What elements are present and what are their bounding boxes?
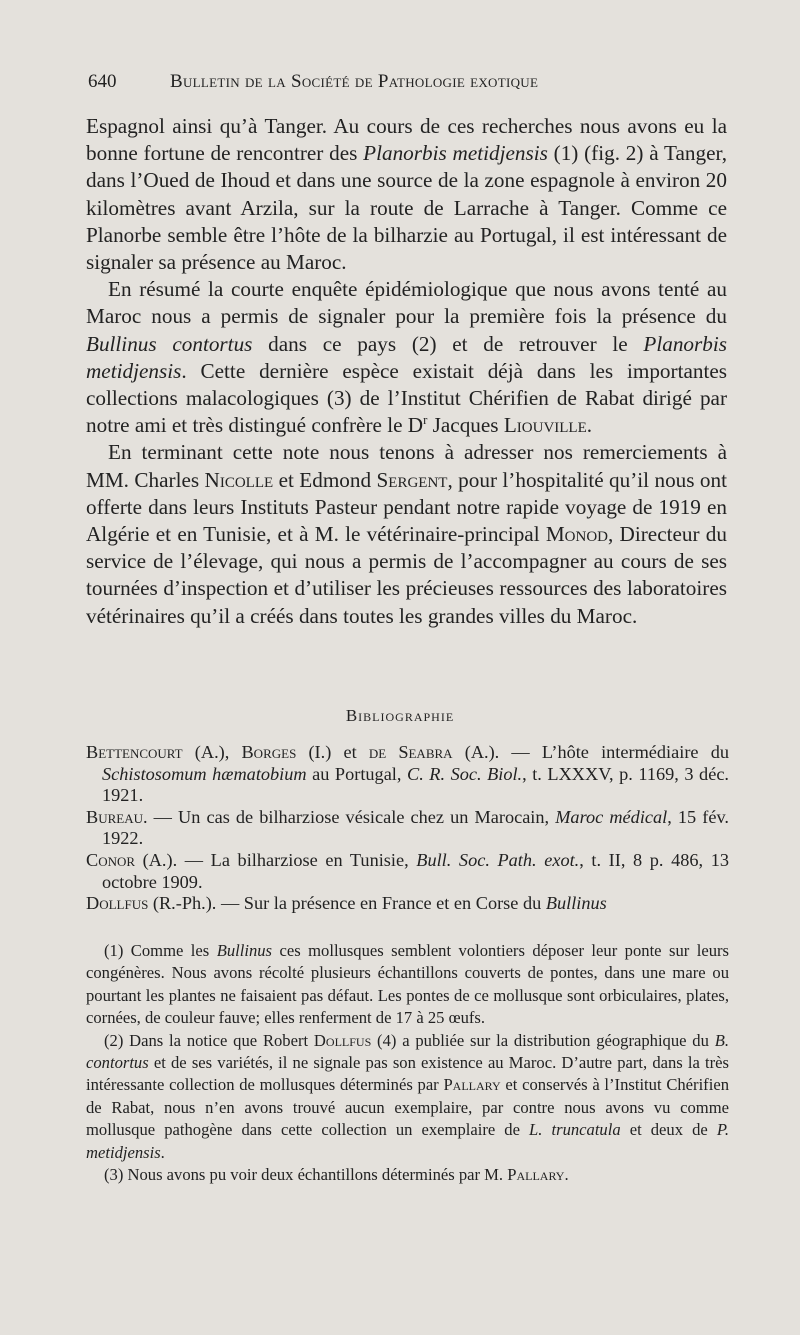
author-name: Bureau: [86, 806, 143, 827]
footnote-1: [86, 940, 729, 1030]
text-run: En résumé la courte enquête épidémiologique que nous avons tenté au Maroc nous a permis de signaler pour la première fois la présence du: [86, 277, 727, 329]
person-name: Dollfus: [313, 1030, 372, 1050]
footnote-3: [86, 1164, 729, 1186]
text-run: En terminant cette note nous tenons à adresser nos remerciements à MM. Charles: [86, 440, 727, 492]
bibliography-heading: Bibliographie: [345, 706, 455, 725]
text-run: . Cette dernière espèce existait déjà dans les importantes collections malacologiques (3) de l’Institut Chérifien de Rabat dirigé par notre ami et très distingué confrère le D: [86, 358, 727, 438]
running-title: Bulletin de la Société de Pathologie exotique: [170, 71, 539, 92]
text-run: (3) Nous avons pu voir deux échantillons déterminés par M.: [104, 1165, 508, 1185]
species-name: Bullinus: [545, 893, 607, 914]
footnotes: [86, 940, 729, 1186]
paragraph-3: [86, 439, 727, 629]
person-name: Pallary: [443, 1075, 501, 1095]
bibliography-entry: [86, 850, 729, 893]
text-run: .: [586, 413, 593, 438]
author-name: Conor: [86, 849, 136, 870]
footnote-2: [86, 1030, 729, 1164]
text-run: .: [564, 1165, 569, 1185]
text-run: , 15 fév. 1922.: [102, 806, 730, 849]
text-run: , pour l’hospitalité qu’il nous ont offerte dans leurs Instituts Pasteur pendant notre rapide voyage de 1919 en Algérie et en Tunisie, et à M. le vétérinaire-principal: [86, 467, 727, 547]
text-run: Jacques: [427, 413, 504, 438]
bibliography-entry: [86, 893, 729, 915]
text-run: Espagnol ainsi qu’à Tanger. Au cours de ces recherches nous avons eu la bonne fortune de rencontrer des: [86, 114, 727, 166]
bibliography-entry: [86, 807, 729, 850]
text-run: (2) Dans la notice que Robert: [104, 1030, 314, 1050]
person-name: Pallary: [507, 1165, 565, 1185]
author-name: Bettencourt: [86, 742, 183, 762]
species-name: Planorbis metidjensis: [86, 331, 727, 383]
text-run: et deux de: [620, 1120, 717, 1140]
species-name: L. truncatula: [529, 1120, 621, 1140]
superscript: r: [423, 413, 428, 428]
author-name: de Seabra: [368, 742, 453, 762]
journal-name: Maroc médical: [555, 806, 668, 827]
text-run: au Portugal,: [306, 763, 407, 784]
species-name: P. metidjensis: [86, 1120, 729, 1162]
paragraph-2: [86, 276, 727, 439]
text-run: , Directeur du service de l’élevage, qui nous a permis de l’accompagner au cours de ses tournées d’inspection et d’utiliser les précieuses ressources des laboratoires vétérinaires qu’il a créés dans toutes les grandes villes du Maroc.: [86, 522, 727, 628]
main-text: [86, 113, 727, 630]
text-run: .: [160, 1142, 165, 1162]
journal-name: Bull. Soc. Path. exot.: [416, 849, 580, 870]
text-run: (I.) et: [296, 742, 369, 762]
person-name: Monod: [545, 522, 609, 547]
page-number: 640: [88, 71, 117, 92]
species-name: Schistosomum hæmatobium: [102, 763, 307, 784]
text-run: dans ce pays (2) et de retrouver le: [252, 331, 644, 356]
text-run: (A.). — La bilharziose en Tunisie,: [135, 849, 417, 870]
text-run: (4) a publiée sur la distribution géographique du: [371, 1030, 715, 1050]
species-name: Bullinus: [216, 941, 273, 960]
running-header: [88, 70, 728, 94]
journal-name: C. R. Soc. Biol.: [407, 763, 523, 784]
person-name: Sergent: [376, 467, 448, 492]
species-name: Planorbis metidjensis: [363, 141, 548, 166]
person-name: Liouville: [503, 413, 587, 438]
paragraph-1: [86, 113, 727, 276]
species-name: B. contortus: [86, 1030, 730, 1073]
text-run: et conservés à l’Institut Chérifien de Rabat, nous n’en avons trouvé aucun exemplaire, par contre nous avons vu comme mollusque pathogène dans cette collection un exemplaire de: [86, 1075, 729, 1140]
person-name: Nicolle: [204, 467, 274, 492]
text-run: (1) Comme les: [104, 941, 217, 960]
text-run: (A.),: [182, 742, 242, 762]
species-name: Bullinus contortus: [86, 331, 253, 356]
text-run: et Edmond: [273, 467, 377, 492]
bibliography-list: [86, 742, 729, 915]
author-name: Borges: [241, 742, 297, 762]
author-name: Dollfus: [86, 893, 149, 914]
text-run: ces mollusques semblent volontiers déposer leur ponte sur leurs congénères. Nous avons récolté plusieurs échantillons couverts de pontes, dans une mare ou pourtant les plantes ne faisaient pas défaut. Les pontes de ce mollusque sont orbiculaires, plates, cornées, de couleur fauve; elles renferment de 17 à 25 œufs.: [86, 941, 729, 1028]
bibliography-entry: [86, 742, 729, 807]
text-run: , t. LXXXV, p. 1169, 3 déc. 1921.: [102, 763, 729, 806]
text-run: . — Un cas de bilharziose vésicale chez un Marocain,: [142, 806, 556, 827]
text-run: et de ses variétés, il ne signale pas son existence au Maroc. D’autre part, dans la très intéressante collection de mollusques déterminés par: [86, 1053, 729, 1095]
text-run: (R.-Ph.). — Sur la présence en France et en Corse du: [148, 893, 546, 914]
text-run: (A.). — L’hôte intermédiaire du: [452, 742, 729, 762]
text-run: , t. II, 8 p. 486, 13 octobre 1909.: [102, 849, 729, 892]
text-run: (1) (fig. 2) à Tanger, dans l’Oued de Ihoud et dans une source de la zone espagnole à environ 20 kilomètres avant Arzila, sur la route de Larrache à Tanger. Comme ce Planorbe semble être l’hôte de la bilharzie au Portugal, il est intéressant de signaler sa présence au Maroc.: [86, 141, 727, 275]
